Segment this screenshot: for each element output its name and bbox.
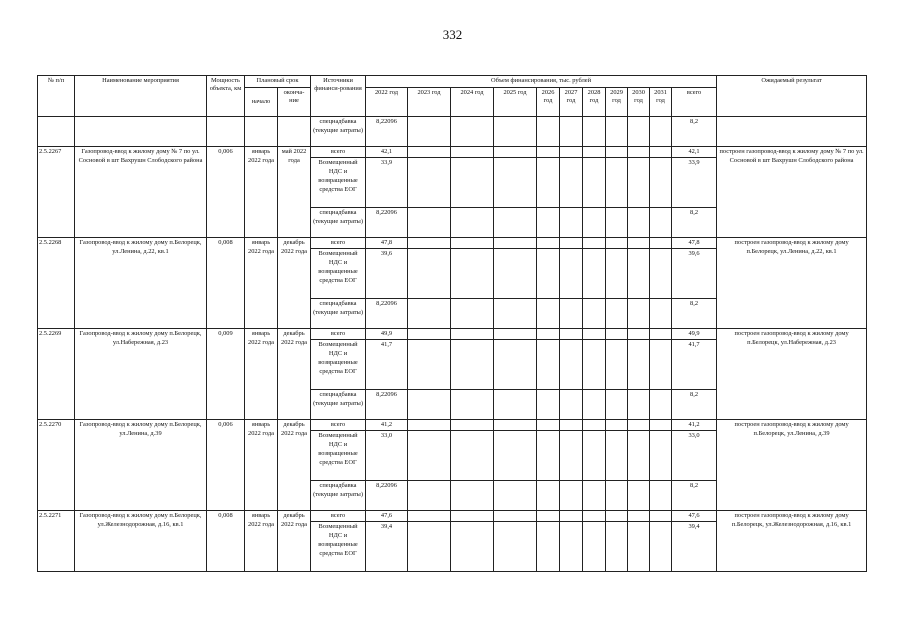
- total-cell: 41,2: [672, 420, 717, 431]
- financing-table: [37, 75, 867, 572]
- item-result: построен газопровод-ввод к жилому дому № 7 по ул. Сосновой в шт Вахрушн Слободского района: [717, 147, 867, 238]
- item-result: построен газопровод-ввод к жилому дому п.Белорецк, ул.Железнодорожная, д.16, кв.1: [717, 511, 867, 572]
- item-start: январь 2022 года: [245, 238, 278, 329]
- source-cell: Возмещенный НДС и возвращенные средства ЕОГ: [311, 431, 366, 481]
- item-start: январь 2022 года: [245, 511, 278, 572]
- source-cell: Возмещенный НДС и возвращенные средства ЕОГ: [311, 249, 366, 299]
- item-start: январь 2022 года: [245, 420, 278, 511]
- item-name: Газопровод-ввод к жилому дому п.Белорецк, ул.Ленина, д.22, кв.1: [75, 238, 207, 329]
- table-row: [38, 117, 867, 147]
- source-cell: Возмещенный НДС и возвращенные средства ЕОГ: [311, 340, 366, 390]
- total-cell: 8,2: [672, 481, 717, 511]
- source-cell: спецнадбавка (текущие затраты): [311, 390, 366, 420]
- total-cell: 41,7: [672, 340, 717, 390]
- y2022-cell: 39,4: [366, 522, 408, 572]
- header-num: № п/п: [38, 76, 75, 117]
- item-num: 2.5.2268: [38, 238, 75, 329]
- item-result: построен газопровод-ввод к жилому дому п.Белорецк, ул.Ленина, д.22, кв.1: [717, 238, 867, 329]
- y2022-cell: 47,8: [366, 238, 408, 249]
- item-start: январь 2022 года: [245, 147, 278, 238]
- item-name: Газопровод-ввод к жилому дому п.Белорецк, ул.Ленина, д.39: [75, 420, 207, 511]
- item-end: декабрь 2022 года: [278, 238, 311, 329]
- y2022-cell: 8,22096: [366, 390, 408, 420]
- table-row: [38, 147, 867, 158]
- item-result: построен газопровод-ввод к жилому дому п.Белорецк, ул.Набережная, д.23: [717, 329, 867, 420]
- total-cell: 33,9: [672, 158, 717, 208]
- source-cell: всего: [311, 511, 366, 522]
- y2022-cell: 33,9: [366, 158, 408, 208]
- y2022-cell: 8,22096: [366, 299, 408, 329]
- item-name: Газопровод-ввод к жилому дому № 7 по ул. Сосновой в шт Вахрушн Слободского района: [75, 147, 207, 238]
- total-cell: 8,2: [672, 208, 717, 238]
- source-cell: спецнадбавка (текущие затраты): [311, 117, 366, 147]
- header-year: 2026 год: [537, 88, 560, 117]
- item-num: 2.5.2269: [38, 329, 75, 420]
- source-cell: всего: [311, 420, 366, 431]
- header-term-start: начало: [245, 88, 278, 117]
- header-year: 2024 год: [451, 88, 494, 117]
- source-cell: спецнадбавка (текущие затраты): [311, 208, 366, 238]
- header-power: Мощность объекта, км: [207, 76, 245, 117]
- total-cell: 47,6: [672, 511, 717, 522]
- item-name: Газопровод-ввод к жилому дому п.Белорецк, ул.Железнодорожная, д.16, кв.1: [75, 511, 207, 572]
- item-num: 2.5.2267: [38, 147, 75, 238]
- source-cell: спецнадбавка (текущие затраты): [311, 481, 366, 511]
- total-cell: 39,4: [672, 522, 717, 572]
- total-cell: 39,6: [672, 249, 717, 299]
- header-year: 2023 год: [408, 88, 451, 117]
- y2022-cell: 41,2: [366, 420, 408, 431]
- item-num: 2.5.2271: [38, 511, 75, 572]
- item-power: 0,006: [207, 420, 245, 511]
- header-year: 2029 год: [606, 88, 628, 117]
- y2022-cell: 42,1: [366, 147, 408, 158]
- y2022-cell: 8,22096: [366, 208, 408, 238]
- y2022-cell: 49,9: [366, 329, 408, 340]
- item-num: 2.5.2270: [38, 420, 75, 511]
- header-year: 2028 год: [583, 88, 606, 117]
- source-cell: всего: [311, 147, 366, 158]
- y2022-cell: 39,6: [366, 249, 408, 299]
- total-cell: 49,9: [672, 329, 717, 340]
- total-cell: 42,1: [672, 147, 717, 158]
- total-cell: 8,2: [672, 117, 717, 147]
- header-year: 2022 год: [366, 88, 408, 117]
- y2022-cell: 8,22096: [366, 481, 408, 511]
- total-cell: 47,8: [672, 238, 717, 249]
- item-end: декабрь 2022 года: [278, 511, 311, 572]
- y2022-cell: 33,0: [366, 431, 408, 481]
- item-power: 0,008: [207, 238, 245, 329]
- header-result: Ожидаемый результат: [717, 76, 867, 117]
- header-year: 2027 год: [560, 88, 583, 117]
- header-total: всего: [672, 88, 717, 117]
- table-row: [38, 238, 867, 249]
- item-start: январь 2022 года: [245, 329, 278, 420]
- header-year: 2031 год: [650, 88, 672, 117]
- item-power: 0,006: [207, 147, 245, 238]
- item-result: построен газопровод-ввод к жилому дому п.Белорецк, ул.Ленина, д.39: [717, 420, 867, 511]
- total-cell: 8,2: [672, 299, 717, 329]
- header-year: 2025 год: [494, 88, 537, 117]
- item-end: декабрь 2022 года: [278, 420, 311, 511]
- total-cell: 33,0: [672, 431, 717, 481]
- y2022-cell: 8,22096: [366, 117, 408, 147]
- source-cell: Возмещенный НДС и возвращенные средства ЕОГ: [311, 158, 366, 208]
- header-year: 2030 год: [628, 88, 650, 117]
- item-power: 0,008: [207, 511, 245, 572]
- header-volume: Объем финансирования, тыс. рублей: [366, 76, 717, 88]
- table-row: [38, 329, 867, 340]
- table-row: [38, 511, 867, 522]
- item-end: декабрь 2022 года: [278, 329, 311, 420]
- item-end: май 2022 года: [278, 147, 311, 238]
- table-row: [38, 420, 867, 431]
- header-source: Источники финанси-рования: [311, 76, 366, 117]
- item-power: 0,009: [207, 329, 245, 420]
- source-cell: всего: [311, 329, 366, 340]
- item-name: Газопровод-ввод к жилому дому п.Белорецк, ул.Набережная, д.23: [75, 329, 207, 420]
- y2022-cell: 41,7: [366, 340, 408, 390]
- header-term-end: оконча-ние: [278, 88, 311, 117]
- header-term: Плановый срок: [245, 76, 311, 88]
- total-cell: 8,2: [672, 390, 717, 420]
- header-name: Наименование мероприятия: [75, 76, 207, 117]
- source-cell: Возмещенный НДС и возвращенные средства ЕОГ: [311, 522, 366, 572]
- page-number: 332: [442, 27, 463, 42]
- source-cell: спецнадбавка (текущие затраты): [311, 299, 366, 329]
- y2022-cell: 47,6: [366, 511, 408, 522]
- source-cell: всего: [311, 238, 366, 249]
